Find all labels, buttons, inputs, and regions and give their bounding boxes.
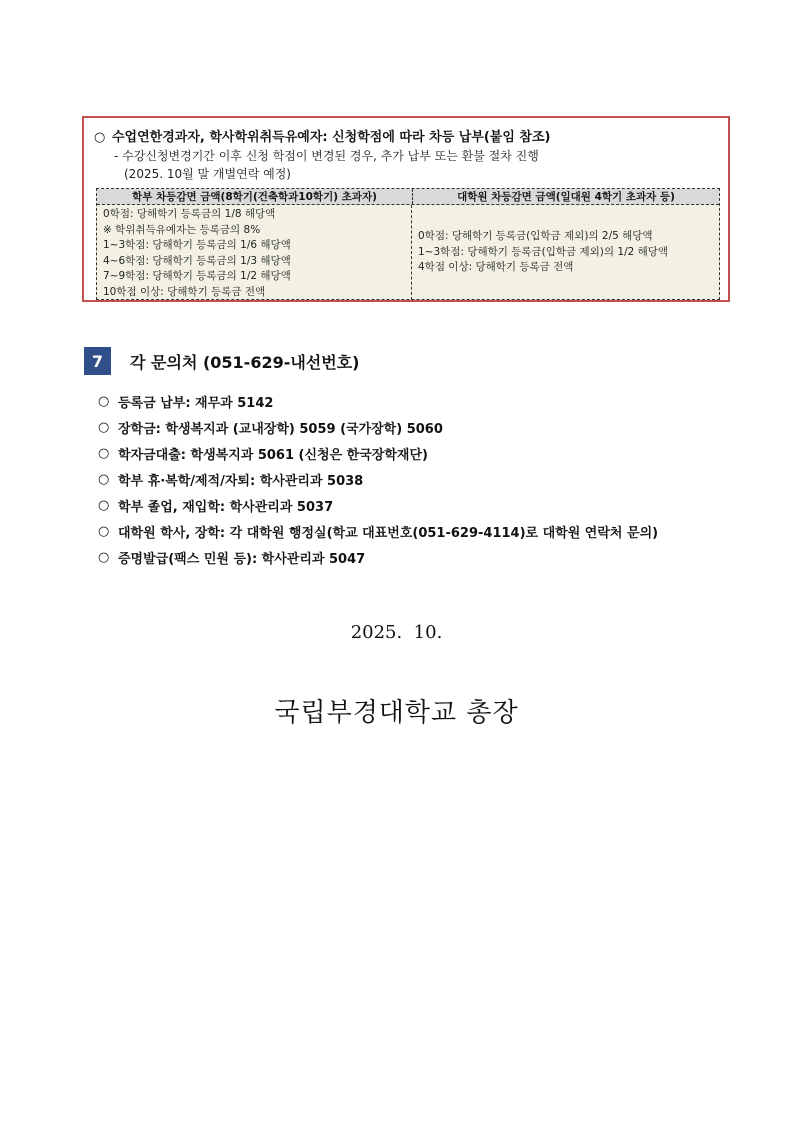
contact-text: 등록금 납부: 재무과 5142 [118,395,274,411]
list-item [98,518,658,544]
notice-heading [94,126,550,145]
bullet-circle-icon: ○ [98,549,110,565]
notice-sub-line-2: (2025. 10월 말 개별연락 예정) [124,167,291,181]
list-item [98,388,658,414]
contact-text: 학자금대출: 학생복지과 5061 (신청은 한국장학재단) [118,447,428,463]
grad-column [412,205,719,300]
undergrad-row: 0학점: 당해학기 등록금의 1/8 해당액 [103,208,276,220]
notice-heading-text: 수업연한경과자, 학사학위취득유예자: 신청학점에 따라 차등 납부(붙임 참조) [112,130,551,145]
notice-box [82,116,730,302]
contact-list [98,388,658,570]
bullet-circle-icon: ○ [94,130,106,145]
contact-text: 증명발급(팩스 민원 등): 학사관리과 5047 [118,551,366,567]
contact-text: 학부 휴·복학/제적/자퇴: 학사관리과 5038 [118,473,364,489]
list-item [98,544,658,570]
list-item [98,440,658,466]
bullet-circle-icon: ○ [98,393,110,409]
list-item [98,492,658,518]
section-number-badge: 7 [84,347,111,375]
grad-row: 0학점: 당해학기 등록금(입학금 제외)의 2/5 해당액 [418,230,653,243]
header-undergrad: 학부 차등감면 금액(8학기(건축학과10학기) 초과자) [97,189,413,204]
bullet-circle-icon: ○ [98,497,110,513]
undergrad-column [97,205,412,300]
fee-table-header [97,189,719,205]
notice-sub-line-1: - 수강신청변경기간 이후 신청 학점이 변경된 경우, 추가 납부 또는 환불 절차 진행 [114,149,539,163]
list-item [98,466,658,492]
contact-text: 장학금: 학생복지과 (교내장학) 5059 (국가장학) 5060 [118,421,443,437]
undergrad-row: 10학점 이상: 당해학기 등록금 전액 [103,285,266,298]
bullet-circle-icon: ○ [98,419,110,435]
section-title: 각 문의처 (051-629-내선번호) [130,353,360,372]
undergrad-row: 7~9학점: 당해학기 등록금의 1/2 해당액 [103,270,291,282]
document-date: 2025. 10. [350,622,443,643]
undergrad-row: ※ 학위취득유예자는 등록금의 8% [103,223,261,236]
fee-reduction-table [96,188,720,300]
undergrad-row: 1~3학점: 당해학기 등록금의 1/6 해당액 [103,239,291,251]
grad-row: 1~3학점: 당해학기 등록금(입학금 제외)의 1/2 해당액 [418,245,669,258]
contact-text: 학부 졸업, 재입학: 학사관리과 5037 [118,499,334,515]
signature: 국립부경대학교 총장 [274,698,519,728]
header-grad: 대학원 차등감면 금액(일대원 4학기 초과자 등) [457,191,675,203]
bullet-circle-icon: ○ [98,523,110,539]
bullet-circle-icon: ○ [98,471,110,487]
undergrad-row: 4~6학점: 당해학기 등록금의 1/3 해당액 [103,254,291,267]
bullet-circle-icon: ○ [98,445,110,461]
list-item [98,414,658,440]
fee-table-body [97,205,719,300]
grad-row: 4학점 이상: 당해학기 등록금 전액 [418,261,574,274]
contact-text: 대학원 학사, 장학: 각 대학원 행정실(학교 대표번호(051-629-4114)로 대학원 연락처 문의) [118,525,659,541]
